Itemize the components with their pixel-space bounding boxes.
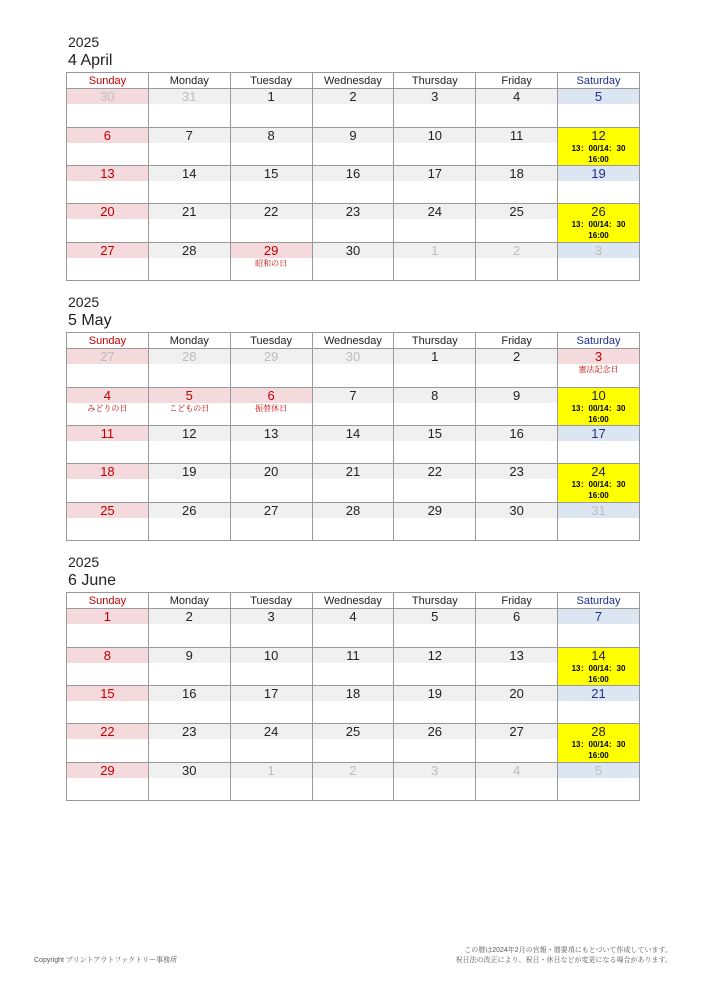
day-number: 18 xyxy=(313,686,394,701)
day-cell[interactable] xyxy=(312,89,394,127)
day-number: 28 xyxy=(558,724,639,739)
day-number: 30 xyxy=(149,763,230,778)
day-number: 30 xyxy=(67,89,148,104)
day-number: 27 xyxy=(231,503,312,518)
day-number: 2 xyxy=(476,243,557,258)
day-cell[interactable] xyxy=(312,127,394,165)
day-number: 8 xyxy=(67,648,148,663)
calendar-grid xyxy=(66,332,640,541)
day-cell[interactable] xyxy=(148,165,230,203)
day-number: 21 xyxy=(558,686,639,701)
day-number: 11 xyxy=(67,426,148,441)
day-cell[interactable] xyxy=(148,464,230,502)
day-number: 25 xyxy=(476,204,557,219)
day-cell[interactable] xyxy=(394,502,476,540)
day-number: 3 xyxy=(231,609,312,624)
day-cell[interactable] xyxy=(67,724,149,762)
day-cell[interactable] xyxy=(148,127,230,165)
event-time: 16:00 xyxy=(588,231,609,241)
day-cell[interactable] xyxy=(394,762,476,800)
day-number: 3 xyxy=(558,243,639,258)
day-number: 27 xyxy=(67,349,148,364)
day-number: 10 xyxy=(558,388,639,403)
event-time: 13：00/14：30 xyxy=(571,740,626,750)
holiday-label: 昭和の日 xyxy=(255,258,288,268)
day-cell[interactable] xyxy=(558,127,640,165)
day-number: 7 xyxy=(313,388,394,403)
day-number: 14 xyxy=(313,426,394,441)
day-cell[interactable] xyxy=(67,425,149,463)
day-number: 16 xyxy=(476,426,557,441)
day-number: 15 xyxy=(67,686,148,701)
week-row xyxy=(67,647,640,685)
weekday-header: Saturday xyxy=(558,73,640,89)
day-cell[interactable] xyxy=(148,387,230,425)
week-row xyxy=(67,127,640,165)
day-number: 22 xyxy=(67,724,148,739)
day-cell[interactable] xyxy=(394,127,476,165)
day-number: 31 xyxy=(149,89,230,104)
day-cell[interactable] xyxy=(312,242,394,280)
day-number: 30 xyxy=(313,243,394,258)
day-cell[interactable] xyxy=(476,387,558,425)
day-number: 6 xyxy=(231,388,312,403)
day-cell[interactable] xyxy=(312,464,394,502)
event-time: 13：00/14：30 xyxy=(571,403,626,413)
day-number: 20 xyxy=(67,204,148,219)
day-cell[interactable] xyxy=(312,609,394,647)
day-number: 14 xyxy=(149,166,230,181)
day-number: 22 xyxy=(394,464,475,479)
day-number: 16 xyxy=(313,166,394,181)
day-cell[interactable] xyxy=(148,204,230,242)
day-number: 2 xyxy=(313,763,394,778)
weekday-header: Sunday xyxy=(67,73,149,89)
day-number: 17 xyxy=(394,166,475,181)
day-number: 13 xyxy=(476,648,557,663)
day-number: 4 xyxy=(476,763,557,778)
day-cell[interactable] xyxy=(148,685,230,723)
week-row xyxy=(67,204,640,242)
day-number: 25 xyxy=(313,724,394,739)
day-number: 1 xyxy=(231,763,312,778)
day-cell[interactable] xyxy=(394,349,476,387)
day-cell[interactable] xyxy=(476,502,558,540)
event-time: 16:00 xyxy=(588,154,609,164)
disclaimer xyxy=(456,946,672,966)
day-number: 29 xyxy=(67,763,148,778)
day-number: 5 xyxy=(394,609,475,624)
calendar-grid xyxy=(66,72,640,281)
day-cell[interactable] xyxy=(148,502,230,540)
event-time: 13：00/14：30 xyxy=(571,663,626,673)
day-number: 29 xyxy=(231,243,312,258)
day-cell[interactable] xyxy=(312,502,394,540)
day-number: 3 xyxy=(394,763,475,778)
day-cell[interactable] xyxy=(67,502,149,540)
day-cell[interactable] xyxy=(476,165,558,203)
day-number: 4 xyxy=(67,388,148,403)
day-cell[interactable] xyxy=(67,387,149,425)
day-cell[interactable] xyxy=(394,425,476,463)
day-number: 22 xyxy=(231,204,312,219)
day-cell[interactable] xyxy=(312,724,394,762)
day-cell[interactable] xyxy=(476,425,558,463)
day-number: 20 xyxy=(476,686,557,701)
day-cell[interactable] xyxy=(312,685,394,723)
day-number: 9 xyxy=(149,648,230,663)
weekday-header: Tuesday xyxy=(230,593,312,609)
day-number: 21 xyxy=(313,464,394,479)
day-number: 6 xyxy=(476,609,557,624)
day-cell[interactable] xyxy=(558,464,640,502)
calendar-year: 2025 xyxy=(68,34,100,50)
day-number: 11 xyxy=(476,128,557,143)
day-number: 20 xyxy=(231,464,312,479)
day-number: 29 xyxy=(231,349,312,364)
day-cell[interactable] xyxy=(558,685,640,723)
week-row xyxy=(67,464,640,502)
day-number: 1 xyxy=(394,243,475,258)
day-number: 27 xyxy=(476,724,557,739)
day-number: 8 xyxy=(231,128,312,143)
day-cell[interactable] xyxy=(394,647,476,685)
day-number: 15 xyxy=(231,166,312,181)
day-number: 9 xyxy=(476,388,557,403)
day-number: 19 xyxy=(149,464,230,479)
day-cell[interactable] xyxy=(312,762,394,800)
day-cell[interactable] xyxy=(476,685,558,723)
day-cell[interactable] xyxy=(67,127,149,165)
day-cell[interactable] xyxy=(558,242,640,280)
day-cell[interactable] xyxy=(148,724,230,762)
day-cell[interactable] xyxy=(476,762,558,800)
day-cell[interactable] xyxy=(230,425,312,463)
day-cell[interactable] xyxy=(230,685,312,723)
weekday-header: Friday xyxy=(476,593,558,609)
day-cell[interactable] xyxy=(230,647,312,685)
day-cell[interactable] xyxy=(230,464,312,502)
day-cell[interactable] xyxy=(67,464,149,502)
day-cell[interactable] xyxy=(230,609,312,647)
month-title: 6 June xyxy=(68,572,117,589)
day-number: 16 xyxy=(149,686,230,701)
calendar-year: 2025 xyxy=(68,554,100,570)
day-cell[interactable] xyxy=(558,724,640,762)
day-number: 11 xyxy=(313,648,394,663)
day-cell[interactable] xyxy=(148,89,230,127)
weekday-header: Friday xyxy=(476,333,558,349)
event-time: 16:00 xyxy=(588,674,609,684)
event-time: 16:00 xyxy=(588,751,609,761)
day-number: 21 xyxy=(149,204,230,219)
day-cell[interactable] xyxy=(148,647,230,685)
copyright-text: Copyright プリントアウトファクトリー事務所 xyxy=(34,957,178,964)
day-number: 4 xyxy=(476,89,557,104)
day-cell[interactable] xyxy=(476,242,558,280)
day-cell[interactable] xyxy=(558,609,640,647)
event-time: 13：00/14：30 xyxy=(571,143,626,153)
day-number: 17 xyxy=(231,686,312,701)
weekday-header: Sunday xyxy=(67,593,149,609)
week-row xyxy=(67,425,640,463)
day-cell[interactable] xyxy=(394,724,476,762)
day-number: 24 xyxy=(558,464,639,479)
day-number: 18 xyxy=(476,166,557,181)
weekday-header: Monday xyxy=(148,73,230,89)
day-cell[interactable] xyxy=(230,349,312,387)
day-number: 9 xyxy=(313,128,394,143)
day-number: 12 xyxy=(149,426,230,441)
day-cell[interactable] xyxy=(230,387,312,425)
day-number: 1 xyxy=(394,349,475,364)
day-cell[interactable] xyxy=(558,425,640,463)
day-cell[interactable] xyxy=(558,89,640,127)
day-number: 23 xyxy=(476,464,557,479)
day-number: 18 xyxy=(67,464,148,479)
day-cell[interactable] xyxy=(148,609,230,647)
day-cell[interactable] xyxy=(558,349,640,387)
day-cell[interactable] xyxy=(230,242,312,280)
week-row xyxy=(67,685,640,723)
day-cell[interactable] xyxy=(394,685,476,723)
event-time: 16:00 xyxy=(588,491,609,501)
day-cell[interactable] xyxy=(476,609,558,647)
day-number: 5 xyxy=(558,89,639,104)
day-number: 27 xyxy=(67,243,148,258)
weekday-header: Wednesday xyxy=(312,73,394,89)
day-cell[interactable] xyxy=(394,464,476,502)
weekday-header-row xyxy=(67,593,640,609)
disclaimer-line: この暦は2024年2月の官報・暦要項にもとづいて作成しています。 xyxy=(464,947,672,954)
month-title: 4 April xyxy=(68,52,113,69)
weekday-header: Wednesday xyxy=(312,333,394,349)
disclaimer-line: 祝日法の改正により、祝日・休日などが変更になる場合があります。 xyxy=(455,957,672,964)
day-cell[interactable] xyxy=(394,204,476,242)
day-cell[interactable] xyxy=(312,647,394,685)
day-number: 8 xyxy=(394,388,475,403)
day-cell[interactable] xyxy=(67,165,149,203)
day-cell[interactable] xyxy=(230,502,312,540)
week-row xyxy=(67,89,640,127)
day-cell[interactable] xyxy=(558,387,640,425)
day-number: 25 xyxy=(67,503,148,518)
day-cell[interactable] xyxy=(558,204,640,242)
day-cell[interactable] xyxy=(394,165,476,203)
event-time: 13：00/14：30 xyxy=(571,220,626,230)
day-number: 28 xyxy=(313,503,394,518)
day-cell[interactable] xyxy=(394,89,476,127)
day-cell[interactable] xyxy=(148,762,230,800)
weekday-header-row xyxy=(67,333,640,349)
weekday-header: Saturday xyxy=(558,333,640,349)
day-cell[interactable] xyxy=(476,89,558,127)
day-cell[interactable] xyxy=(148,349,230,387)
day-number: 2 xyxy=(476,349,557,364)
day-number: 19 xyxy=(558,166,639,181)
day-cell[interactable] xyxy=(67,349,149,387)
day-number: 23 xyxy=(313,204,394,219)
day-number: 5 xyxy=(558,763,639,778)
day-cell[interactable] xyxy=(230,762,312,800)
holiday-label: 憲法記念日 xyxy=(578,365,619,375)
day-number: 2 xyxy=(313,89,394,104)
day-cell[interactable] xyxy=(476,647,558,685)
event-time: 16:00 xyxy=(588,414,609,424)
weekday-header-row xyxy=(67,73,640,89)
week-row xyxy=(67,502,640,540)
day-number: 13 xyxy=(231,426,312,441)
day-cell[interactable] xyxy=(394,609,476,647)
week-row xyxy=(67,165,640,203)
day-number: 12 xyxy=(394,648,475,663)
day-number: 23 xyxy=(149,724,230,739)
day-cell[interactable] xyxy=(312,165,394,203)
day-number: 3 xyxy=(394,89,475,104)
day-cell[interactable] xyxy=(312,425,394,463)
day-number: 13 xyxy=(67,166,148,181)
day-cell[interactable] xyxy=(230,204,312,242)
day-cell[interactable] xyxy=(67,242,149,280)
day-number: 4 xyxy=(313,609,394,624)
day-cell[interactable] xyxy=(230,89,312,127)
day-number: 26 xyxy=(558,204,639,219)
day-cell[interactable] xyxy=(312,204,394,242)
day-cell[interactable] xyxy=(148,425,230,463)
day-number: 3 xyxy=(558,349,639,364)
day-cell[interactable] xyxy=(558,762,640,800)
day-cell[interactable] xyxy=(230,724,312,762)
day-cell[interactable] xyxy=(67,89,149,127)
day-cell[interactable] xyxy=(476,127,558,165)
weekday-header: Monday xyxy=(148,593,230,609)
day-number: 28 xyxy=(149,349,230,364)
day-number: 29 xyxy=(394,503,475,518)
day-cell[interactable] xyxy=(312,349,394,387)
weekday-header: Tuesday xyxy=(230,333,312,349)
day-cell[interactable] xyxy=(148,242,230,280)
day-cell[interactable] xyxy=(558,165,640,203)
day-number: 10 xyxy=(231,648,312,663)
day-cell[interactable] xyxy=(558,647,640,685)
day-cell[interactable] xyxy=(67,762,149,800)
weekday-header: Sunday xyxy=(67,333,149,349)
day-number: 31 xyxy=(558,503,639,518)
calendar-grid xyxy=(66,592,640,801)
calendar-year: 2025 xyxy=(68,294,100,310)
weekday-header: Saturday xyxy=(558,593,640,609)
day-number: 2 xyxy=(149,609,230,624)
holiday-label: 振替休日 xyxy=(255,403,288,413)
day-number: 17 xyxy=(558,426,639,441)
event-time: 13：00/14：30 xyxy=(571,480,626,490)
weekday-header: Wednesday xyxy=(312,593,394,609)
day-number: 26 xyxy=(394,724,475,739)
day-number: 24 xyxy=(231,724,312,739)
week-row xyxy=(67,609,640,647)
week-row xyxy=(67,724,640,762)
week-row xyxy=(67,387,640,425)
weekday-header: Thursday xyxy=(394,593,476,609)
day-number: 14 xyxy=(558,648,639,663)
day-number: 28 xyxy=(149,243,230,258)
week-row xyxy=(67,242,640,280)
day-cell[interactable] xyxy=(476,464,558,502)
day-cell[interactable] xyxy=(67,647,149,685)
day-cell[interactable] xyxy=(67,685,149,723)
day-cell[interactable] xyxy=(476,204,558,242)
day-cell[interactable] xyxy=(558,502,640,540)
day-cell[interactable] xyxy=(67,609,149,647)
day-number: 19 xyxy=(394,686,475,701)
day-cell[interactable] xyxy=(394,242,476,280)
day-number: 30 xyxy=(313,349,394,364)
day-number: 7 xyxy=(558,609,639,624)
weekday-header: Thursday xyxy=(394,73,476,89)
day-cell[interactable] xyxy=(312,387,394,425)
day-cell[interactable] xyxy=(67,204,149,242)
day-number: 26 xyxy=(149,503,230,518)
holiday-label: みどりの日 xyxy=(87,403,128,413)
day-cell[interactable] xyxy=(394,387,476,425)
day-cell[interactable] xyxy=(230,127,312,165)
month-title: 5 May xyxy=(68,312,112,329)
weekday-header: Friday xyxy=(476,73,558,89)
day-cell[interactable] xyxy=(230,165,312,203)
day-number: 1 xyxy=(67,609,148,624)
weekday-header: Tuesday xyxy=(230,73,312,89)
day-number: 7 xyxy=(149,128,230,143)
holiday-label: こどもの日 xyxy=(169,403,210,413)
day-number: 10 xyxy=(394,128,475,143)
day-number: 30 xyxy=(476,503,557,518)
weekday-header: Thursday xyxy=(394,333,476,349)
day-number: 24 xyxy=(394,204,475,219)
day-number: 5 xyxy=(149,388,230,403)
week-row xyxy=(67,349,640,387)
day-number: 12 xyxy=(558,128,639,143)
day-number: 1 xyxy=(231,89,312,104)
weekday-header: Monday xyxy=(148,333,230,349)
day-number: 6 xyxy=(67,128,148,143)
day-cell[interactable] xyxy=(476,724,558,762)
day-number: 15 xyxy=(394,426,475,441)
day-cell[interactable] xyxy=(476,349,558,387)
week-row xyxy=(67,762,640,800)
